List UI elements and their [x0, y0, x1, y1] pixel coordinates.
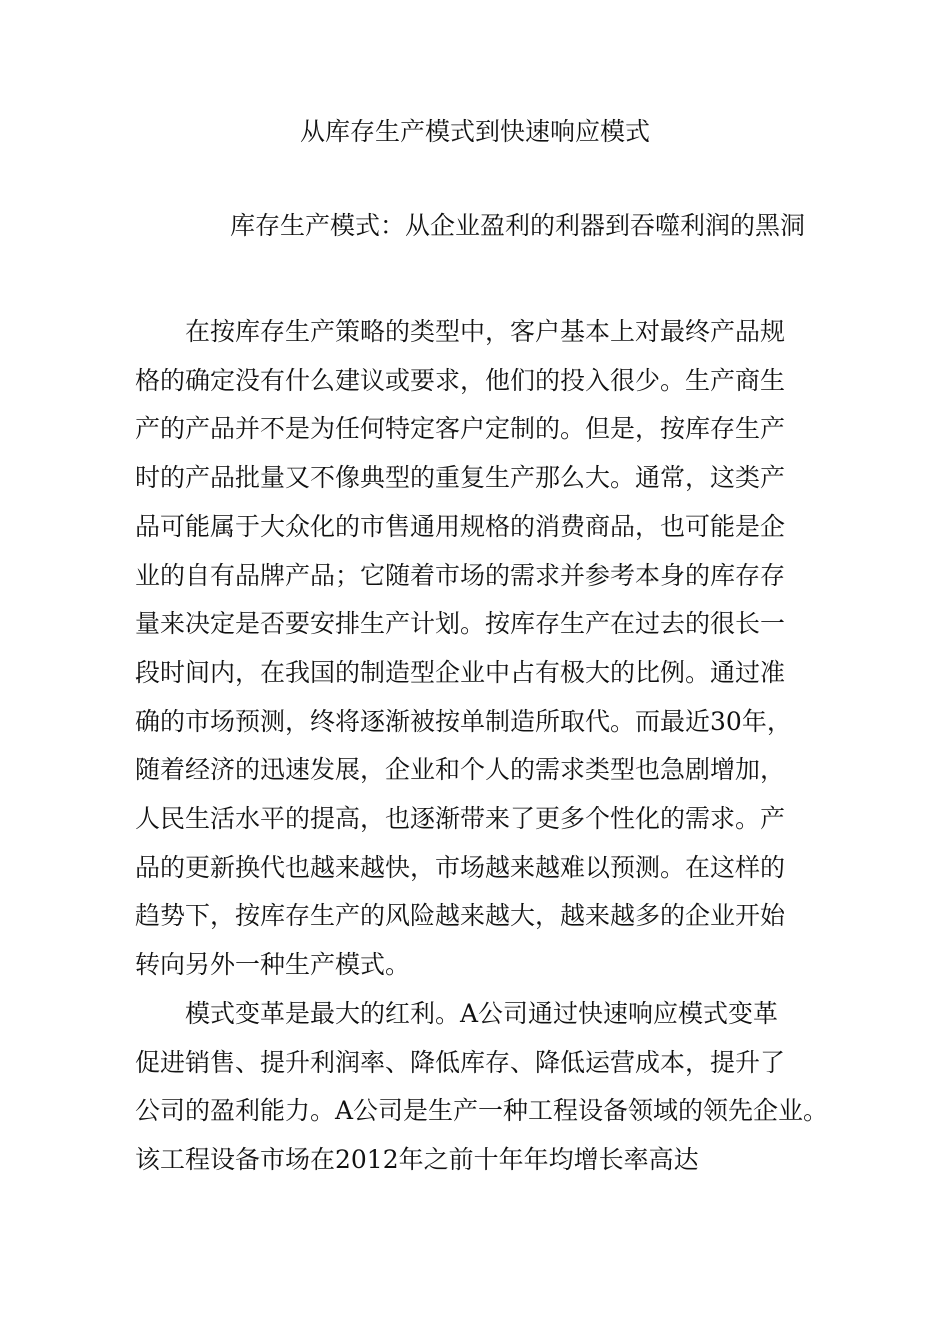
document-title: 从库存生产模式到快速响应模式	[299, 117, 650, 146]
text-line: 趋势下，按库存生产的风险越来越大，越来越多的企业开始	[135, 901, 786, 931]
text-line: 转向另外一种生产模式。	[135, 950, 411, 980]
text-line: 格的确定没有什么建议或要求，他们的投入很少。生产商生	[135, 365, 786, 395]
document-body	[135, 308, 835, 1185]
text-line: 段时间内，在我国的制造型企业中占有极大的比例。通过准	[135, 657, 786, 687]
document-subtitle: 库存生产模式：从企业盈利的利器到吞噬利润的黑洞	[230, 211, 806, 240]
text-line: 随着经济的迅速发展，企业和个人的需求类型也急剧增加，	[135, 755, 786, 785]
text-line: 产的产品并不是为任何特定客户定制的。但是，按库存生产	[135, 414, 786, 444]
text-line: 品可能属于大众化的市售通用规格的消费商品，也可能是企	[135, 511, 786, 541]
text-line: 确的市场预测，终将逐渐被按单制造所取代。而最近30年，	[135, 706, 792, 736]
text-line: 品的更新换代也越来越快，市场越来越难以预测。在这样的	[135, 852, 786, 882]
text-line: 该工程设备市场在2012年之前十年年均增长率高达	[135, 1144, 699, 1174]
text-line: 时的产品批量又不像典型的重复生产那么大。通常，这类产	[135, 463, 786, 493]
text-line: 人民生活水平的提高，也逐渐带来了更多个性化的需求。产	[135, 804, 786, 834]
text-line: 促进销售、提升利润率、降低库存、降低运营成本，提升了	[135, 1047, 786, 1077]
paragraph-2	[135, 990, 835, 1185]
text-line: 模式变革是最大的红利。A公司通过快速响应模式变革	[185, 998, 779, 1028]
text-line: 量来决定是否要安排生产计划。按库存生产在过去的很长一	[135, 609, 786, 639]
paragraph-1	[135, 308, 835, 990]
text-line: 公司的盈利能力。A公司是生产一种工程设备领域的领先企业。	[135, 1096, 829, 1126]
text-line: 在按库存生产策略的类型中，客户基本上对最终产品规	[185, 317, 786, 346]
text-line: 业的自有品牌产品；它随着市场的需求并参考本身的库存存	[135, 560, 786, 590]
